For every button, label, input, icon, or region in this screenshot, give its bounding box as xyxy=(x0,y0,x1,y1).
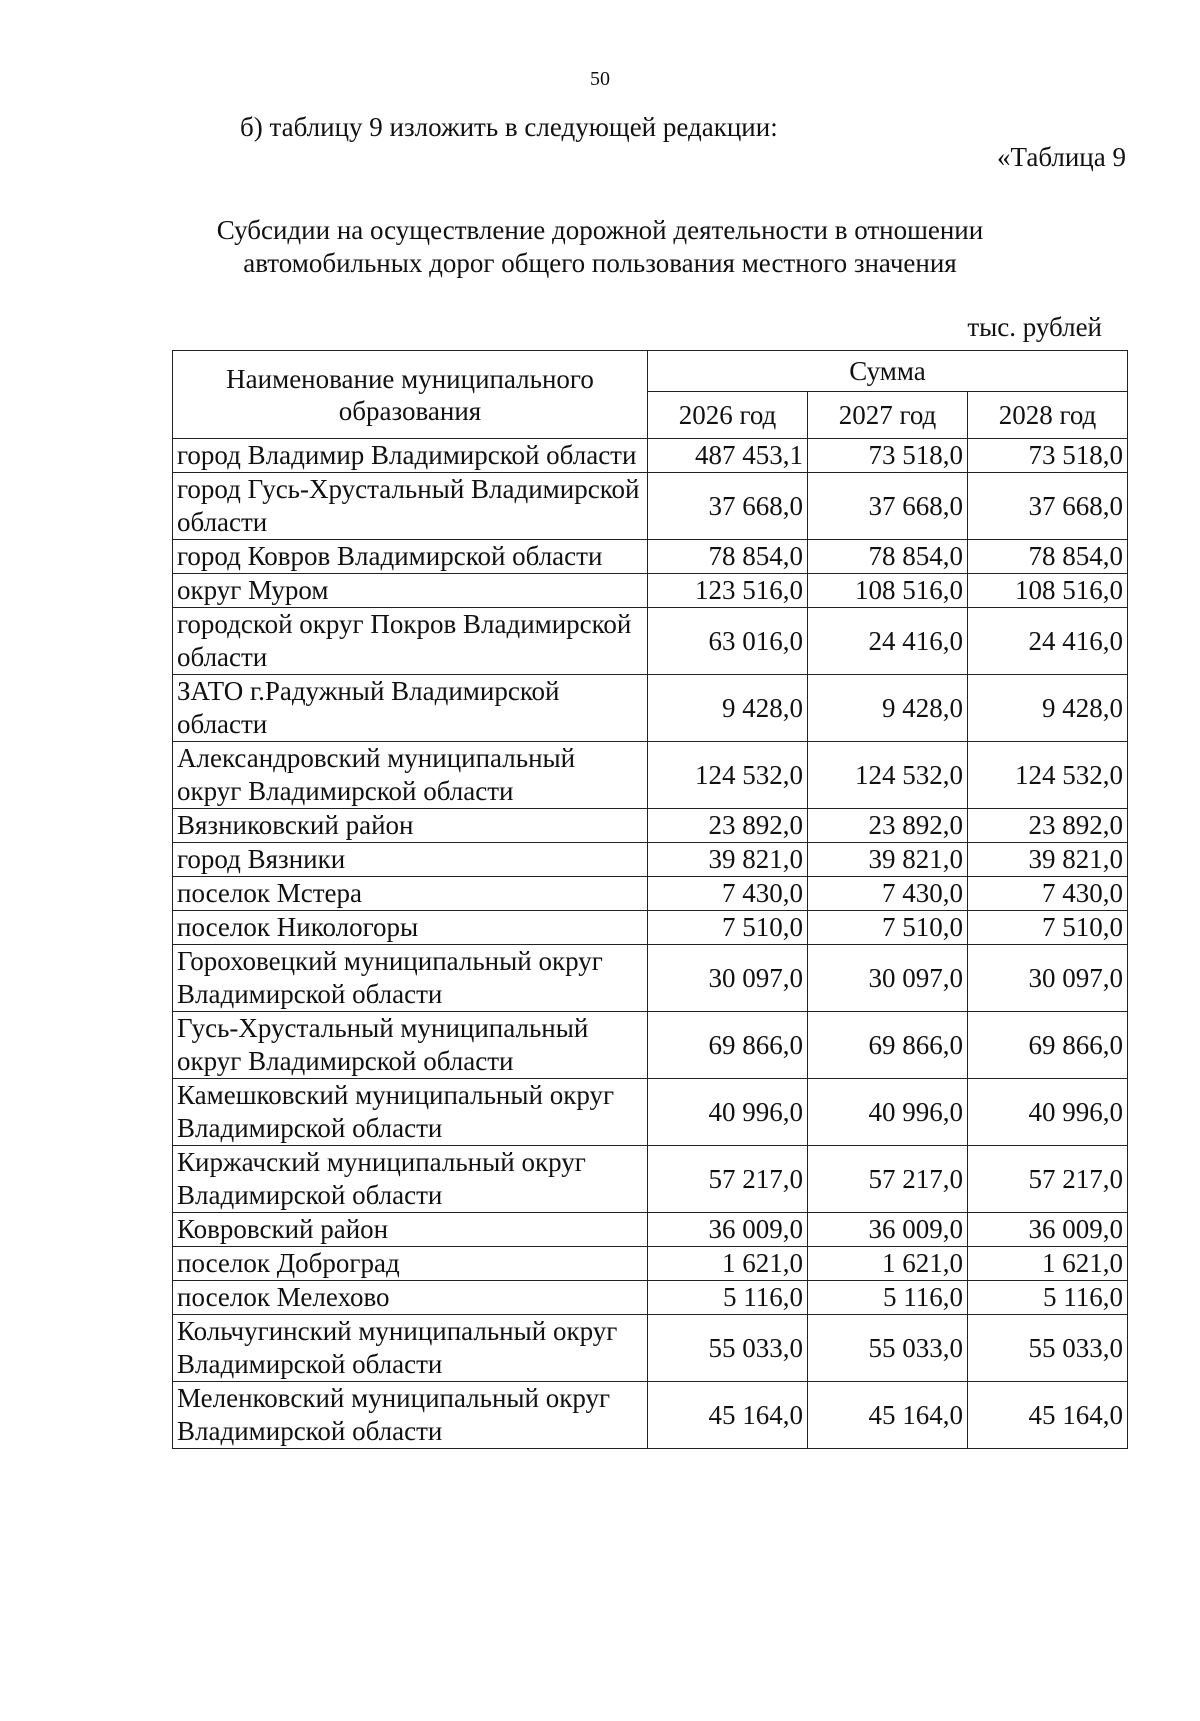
amount-2026: 37 668,0 xyxy=(648,473,808,540)
amount-2026: 78 854,0 xyxy=(648,540,808,574)
table-row xyxy=(173,1146,1128,1213)
municipality-name: город Вязники xyxy=(173,843,648,877)
municipality-name: Ковровский район xyxy=(173,1213,648,1247)
municipality-name: округ Муром xyxy=(173,574,648,608)
table-row xyxy=(173,945,1128,1012)
amount-2028: 57 217,0 xyxy=(968,1146,1128,1213)
table-row xyxy=(173,877,1128,911)
header-sum: Сумма xyxy=(648,351,1128,392)
amount-2028: 124 532,0 xyxy=(968,742,1128,809)
amount-2028: 24 416,0 xyxy=(968,608,1128,675)
table-row xyxy=(173,608,1128,675)
amount-2026: 5 116,0 xyxy=(648,1281,808,1315)
amount-2027: 37 668,0 xyxy=(808,473,968,540)
amount-2026: 23 892,0 xyxy=(648,809,808,843)
page-number: 50 xyxy=(590,68,610,90)
amount-2026: 487 453,1 xyxy=(648,439,808,473)
municipality-name: Меленковский муниципальный округ Владимирской области xyxy=(173,1382,648,1449)
title-line-2: автомобильных дорог общего пользования местного значения xyxy=(243,248,957,278)
amount-2027: 40 996,0 xyxy=(808,1079,968,1146)
amount-2027: 69 866,0 xyxy=(808,1012,968,1079)
table-row xyxy=(173,1213,1128,1247)
municipality-name: город Владимир Владимирской области xyxy=(173,439,648,473)
municipality-name: Камешковский муниципальный округ Владимирской области xyxy=(173,1079,648,1146)
amount-2028: 30 097,0 xyxy=(968,945,1128,1012)
amount-2027: 9 428,0 xyxy=(808,675,968,742)
title-line-1: Субсидии на осуществление дорожной деятельности в отношении xyxy=(216,215,984,245)
amount-2026: 123 516,0 xyxy=(648,574,808,608)
table-row xyxy=(173,1079,1128,1146)
amount-2027: 55 033,0 xyxy=(808,1315,968,1382)
municipality-name: Киржачский муниципальный округ Владимирской области xyxy=(173,1146,648,1213)
amount-2028: 36 009,0 xyxy=(968,1213,1128,1247)
amount-2028: 39 821,0 xyxy=(968,843,1128,877)
table-row xyxy=(173,1281,1128,1315)
amount-2027: 57 217,0 xyxy=(808,1146,968,1213)
amount-2028: 45 164,0 xyxy=(968,1382,1128,1449)
amount-2026: 39 821,0 xyxy=(648,843,808,877)
municipality-name: Александровский муниципальный округ Владимирской области xyxy=(173,742,648,809)
amount-2026: 36 009,0 xyxy=(648,1213,808,1247)
amount-2027: 23 892,0 xyxy=(808,809,968,843)
amount-2026: 55 033,0 xyxy=(648,1315,808,1382)
amount-2026: 124 532,0 xyxy=(648,742,808,809)
amount-2027: 39 821,0 xyxy=(808,843,968,877)
table-label: «Таблица 9 xyxy=(997,142,1126,172)
amount-2028: 9 428,0 xyxy=(968,675,1128,742)
table-row xyxy=(173,1247,1128,1281)
amount-2027: 1 621,0 xyxy=(808,1247,968,1281)
municipality-name: поселок Мстера xyxy=(173,877,648,911)
header-year-2028: 2028 год xyxy=(968,392,1128,439)
amount-2027: 30 097,0 xyxy=(808,945,968,1012)
table-row xyxy=(173,1012,1128,1079)
header-year-2026: 2026 год xyxy=(648,392,808,439)
municipality-name: Гороховецкий муниципальный округ Владимирской области xyxy=(173,945,648,1012)
municipality-name: поселок Никологоры xyxy=(173,911,648,945)
table-row xyxy=(173,809,1128,843)
amount-2028: 37 668,0 xyxy=(968,473,1128,540)
amount-2028: 73 518,0 xyxy=(968,439,1128,473)
amount-2026: 7 510,0 xyxy=(648,911,808,945)
amount-2026: 40 996,0 xyxy=(648,1079,808,1146)
table-row xyxy=(173,911,1128,945)
municipality-name: Кольчугинский муниципальный округ Владимирской области xyxy=(173,1315,648,1382)
amount-2027: 7 430,0 xyxy=(808,877,968,911)
amount-2026: 69 866,0 xyxy=(648,1012,808,1079)
amount-2027: 73 518,0 xyxy=(808,439,968,473)
table-row xyxy=(173,574,1128,608)
municipality-name: поселок Мелехово xyxy=(173,1281,648,1315)
amount-2028: 7 430,0 xyxy=(968,877,1128,911)
amount-2026: 57 217,0 xyxy=(648,1146,808,1213)
table-row xyxy=(173,540,1128,574)
municipality-name: поселок Доброград xyxy=(173,1247,648,1281)
amount-2027: 5 116,0 xyxy=(808,1281,968,1315)
amount-2028: 55 033,0 xyxy=(968,1315,1128,1382)
amount-2027: 124 532,0 xyxy=(808,742,968,809)
amount-2026: 7 430,0 xyxy=(648,877,808,911)
amount-2026: 63 016,0 xyxy=(648,608,808,675)
intro-text: б) таблицу 9 изложить в следующей редакции: xyxy=(240,112,778,142)
table-row xyxy=(173,1315,1128,1382)
table-row xyxy=(173,843,1128,877)
amount-2028: 5 116,0 xyxy=(968,1281,1128,1315)
amount-2027: 108 516,0 xyxy=(808,574,968,608)
document-title xyxy=(0,214,1200,280)
municipality-name: город Гусь-Хрустальный Владимирской области xyxy=(173,473,648,540)
amount-2026: 1 621,0 xyxy=(648,1247,808,1281)
amount-2027: 36 009,0 xyxy=(808,1213,968,1247)
table-row xyxy=(173,1382,1128,1449)
amount-2028: 1 621,0 xyxy=(968,1247,1128,1281)
municipality-name: Гусь-Хрустальный муниципальный округ Владимирской области xyxy=(173,1012,648,1079)
table-row xyxy=(173,473,1128,540)
amount-2028: 78 854,0 xyxy=(968,540,1128,574)
municipality-name: городской округ Покров Владимирской области xyxy=(173,608,648,675)
amount-2028: 69 866,0 xyxy=(968,1012,1128,1079)
municipality-name: Вязниковский район xyxy=(173,809,648,843)
table-row xyxy=(173,675,1128,742)
amount-2028: 7 510,0 xyxy=(968,911,1128,945)
table-body xyxy=(173,439,1128,1449)
amount-2027: 78 854,0 xyxy=(808,540,968,574)
table-row xyxy=(173,439,1128,473)
amount-2027: 45 164,0 xyxy=(808,1382,968,1449)
subsidies-table xyxy=(172,350,1128,1449)
header-name: Наименование муниципального образования xyxy=(173,351,648,439)
amount-2026: 9 428,0 xyxy=(648,675,808,742)
header-year-2027: 2027 год xyxy=(808,392,968,439)
amount-2028: 23 892,0 xyxy=(968,809,1128,843)
amount-2028: 40 996,0 xyxy=(968,1079,1128,1146)
amount-2028: 108 516,0 xyxy=(968,574,1128,608)
units-label: тыс. рублей xyxy=(967,312,1102,342)
municipality-name: город Ковров Владимирской области xyxy=(173,540,648,574)
amount-2027: 24 416,0 xyxy=(808,608,968,675)
amount-2027: 7 510,0 xyxy=(808,911,968,945)
table-row xyxy=(173,742,1128,809)
municipality-name: ЗАТО г.Радужный Владимирской области xyxy=(173,675,648,742)
amount-2026: 30 097,0 xyxy=(648,945,808,1012)
amount-2026: 45 164,0 xyxy=(648,1382,808,1449)
